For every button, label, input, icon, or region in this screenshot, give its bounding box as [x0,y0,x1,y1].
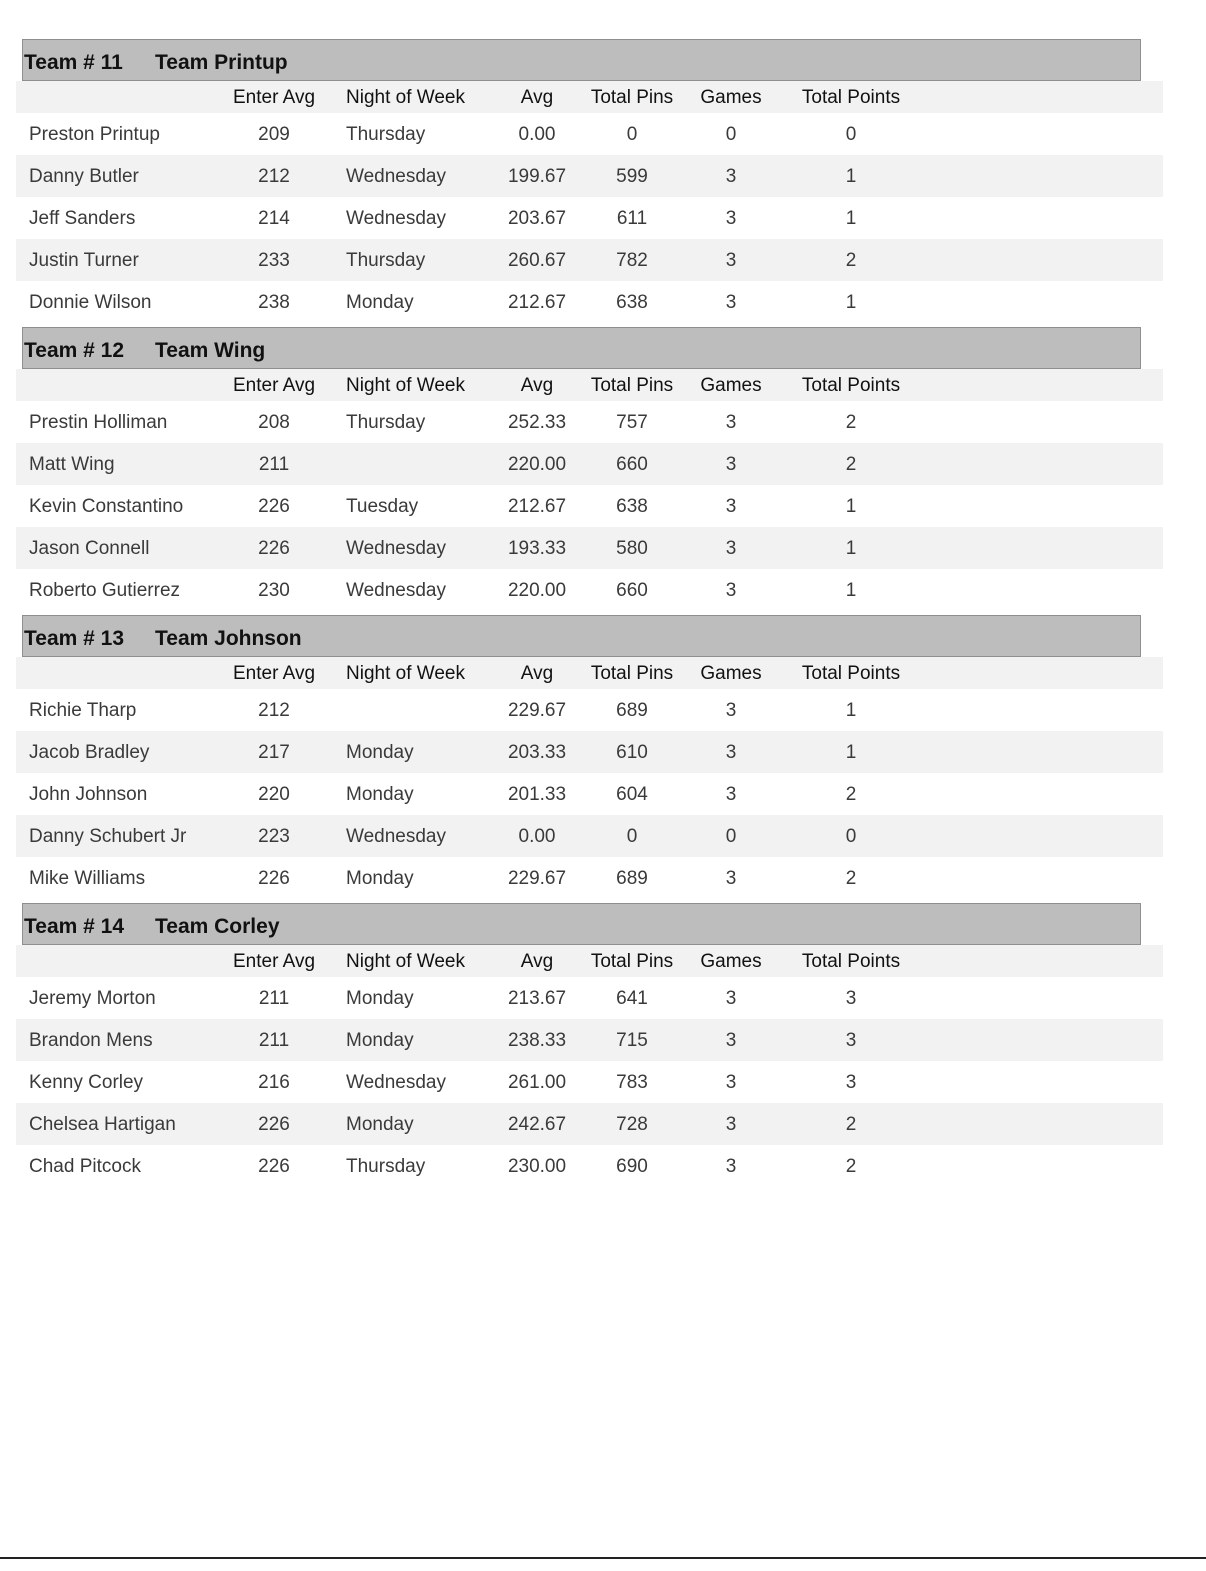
night-of-week: Tuesday [346,496,419,517]
player-name: Kenny Corley [29,1072,144,1093]
night-of-week: Monday [346,784,414,805]
player-name: Brandon Mens [29,1030,153,1051]
team-number: Team # 12 [24,339,125,362]
team-header [22,39,1141,81]
column-header-row: Enter Avg Night of Week Avg Total Pins Games Total Points [16,945,1163,977]
player-row: Chad Pitcock 226 Thursday 230.00 690 3 2 [29,1156,857,1177]
player-row: Jacob Bradley 217 Monday 203.33 610 3 1 [16,731,1163,773]
player-row: Donnie Wilson 238 Monday 212.67 638 3 1 [29,292,857,313]
team-name: Team Corley [155,915,280,938]
night-of-week: Wednesday [346,826,446,847]
night-of-week: Wednesday [346,1072,446,1093]
player-name: Jason Connell [29,538,150,559]
night-of-week: Wednesday [346,166,446,187]
player-name: Donnie Wilson [29,292,152,313]
player-name: Jeremy Morton [29,988,156,1009]
player-name: Preston Printup [29,124,160,145]
player-row: Kevin Constantino 226 Tuesday 212.67 638 3 1 [29,496,857,517]
player-row: Preston Printup 209 Thursday 0.00 0 0 0 [29,124,857,145]
player-row: Roberto Gutierrez 230 Wednesday 220.00 660 3 1 [29,580,857,601]
night-of-week: Thursday [346,412,426,433]
col-night-of-week: Night of Week [346,663,465,684]
player-row: Danny Schubert Jr 223 Wednesday 0.00 0 0 0 [16,815,1163,857]
team-number: Team # 14 [24,915,125,938]
player-name: Chelsea Hartigan [29,1114,176,1135]
night-of-week: Monday [346,1030,414,1051]
player-row: Danny Butler 212 Wednesday 199.67 599 3 1 [16,155,1163,197]
night-of-week: Monday [346,1114,414,1135]
team-header [22,615,1141,657]
night-of-week: Thursday [346,124,426,145]
player-name: Jeff Sanders [29,208,136,229]
player-row: Brandon Mens 211 Monday 238.33 715 3 3 [16,1019,1163,1061]
player-name: Justin Turner [29,250,139,271]
team-name: Team Wing [155,339,266,362]
night-of-week: Monday [346,292,414,313]
team-header [22,903,1141,945]
night-of-week: Monday [346,742,414,763]
player-row: Matt Wing 211 220.00 660 3 2 [16,443,1163,485]
player-row: Justin Turner 233 Thursday 260.67 782 3 2 [16,239,1163,281]
player-name: Chad Pitcock [29,1156,141,1177]
player-name: Roberto Gutierrez [29,580,181,601]
col-night-of-week: Night of Week [346,951,465,972]
player-row: Prestin Holliman 208 Thursday 252.33 757 3 2 [29,412,857,433]
team-name: Team Johnson [155,627,302,650]
player-name: Kevin Constantino [29,496,184,517]
player-row: Mike Williams 226 Monday 229.67 689 3 2 [29,868,857,889]
column-header-row: Enter Avg Night of Week Avg Total Pins Games Total Points [16,369,1163,401]
player-row: Richie Tharp 212 229.67 689 3 1 [29,700,857,721]
night-of-week: Thursday [346,1156,426,1177]
player-row: Jeff Sanders 214 Wednesday 203.67 611 3 1 [29,208,857,229]
player-name: Danny Schubert Jr [29,826,187,847]
player-name: Matt Wing [29,454,115,475]
player-row: Chelsea Hartigan 226 Monday 242.67 728 3 2 [16,1103,1163,1145]
night-of-week: Wednesday [346,538,446,559]
team-number: Team # 13 [24,627,125,650]
player-row: Jason Connell 226 Wednesday 193.33 580 3 1 [16,527,1163,569]
column-header-row: Enter Avg Night of Week Avg Total Pins Games Total Points [16,657,1163,689]
player-row: Jeremy Morton 211 Monday 213.67 641 3 3 [29,988,857,1009]
player-name: Mike Williams [29,868,146,889]
player-name: Prestin Holliman [29,412,168,433]
team-number: Team # 11 [24,51,123,74]
night-of-week: Wednesday [346,208,446,229]
column-header-row: Enter Avg Night of Week Avg Total Pins Games Total Points [16,81,1163,113]
player-row: Kenny Corley 216 Wednesday 261.00 783 3 3 [29,1072,857,1093]
player-name: John Johnson [29,784,148,805]
player-row: John Johnson 220 Monday 201.33 604 3 2 [29,784,857,805]
team-header [22,327,1141,369]
night-of-week: Monday [346,868,414,889]
player-name: Jacob Bradley [29,742,150,763]
col-night-of-week: Night of Week [346,87,465,108]
player-name: Danny Butler [29,166,139,187]
team-name: Team Printup [155,51,288,74]
col-night-of-week: Night of Week [346,375,465,396]
night-of-week: Monday [346,988,414,1009]
night-of-week: Thursday [346,250,426,271]
page-bottom-rule [0,1557,1206,1559]
player-name: Richie Tharp [29,700,137,721]
night-of-week: Wednesday [346,580,446,601]
